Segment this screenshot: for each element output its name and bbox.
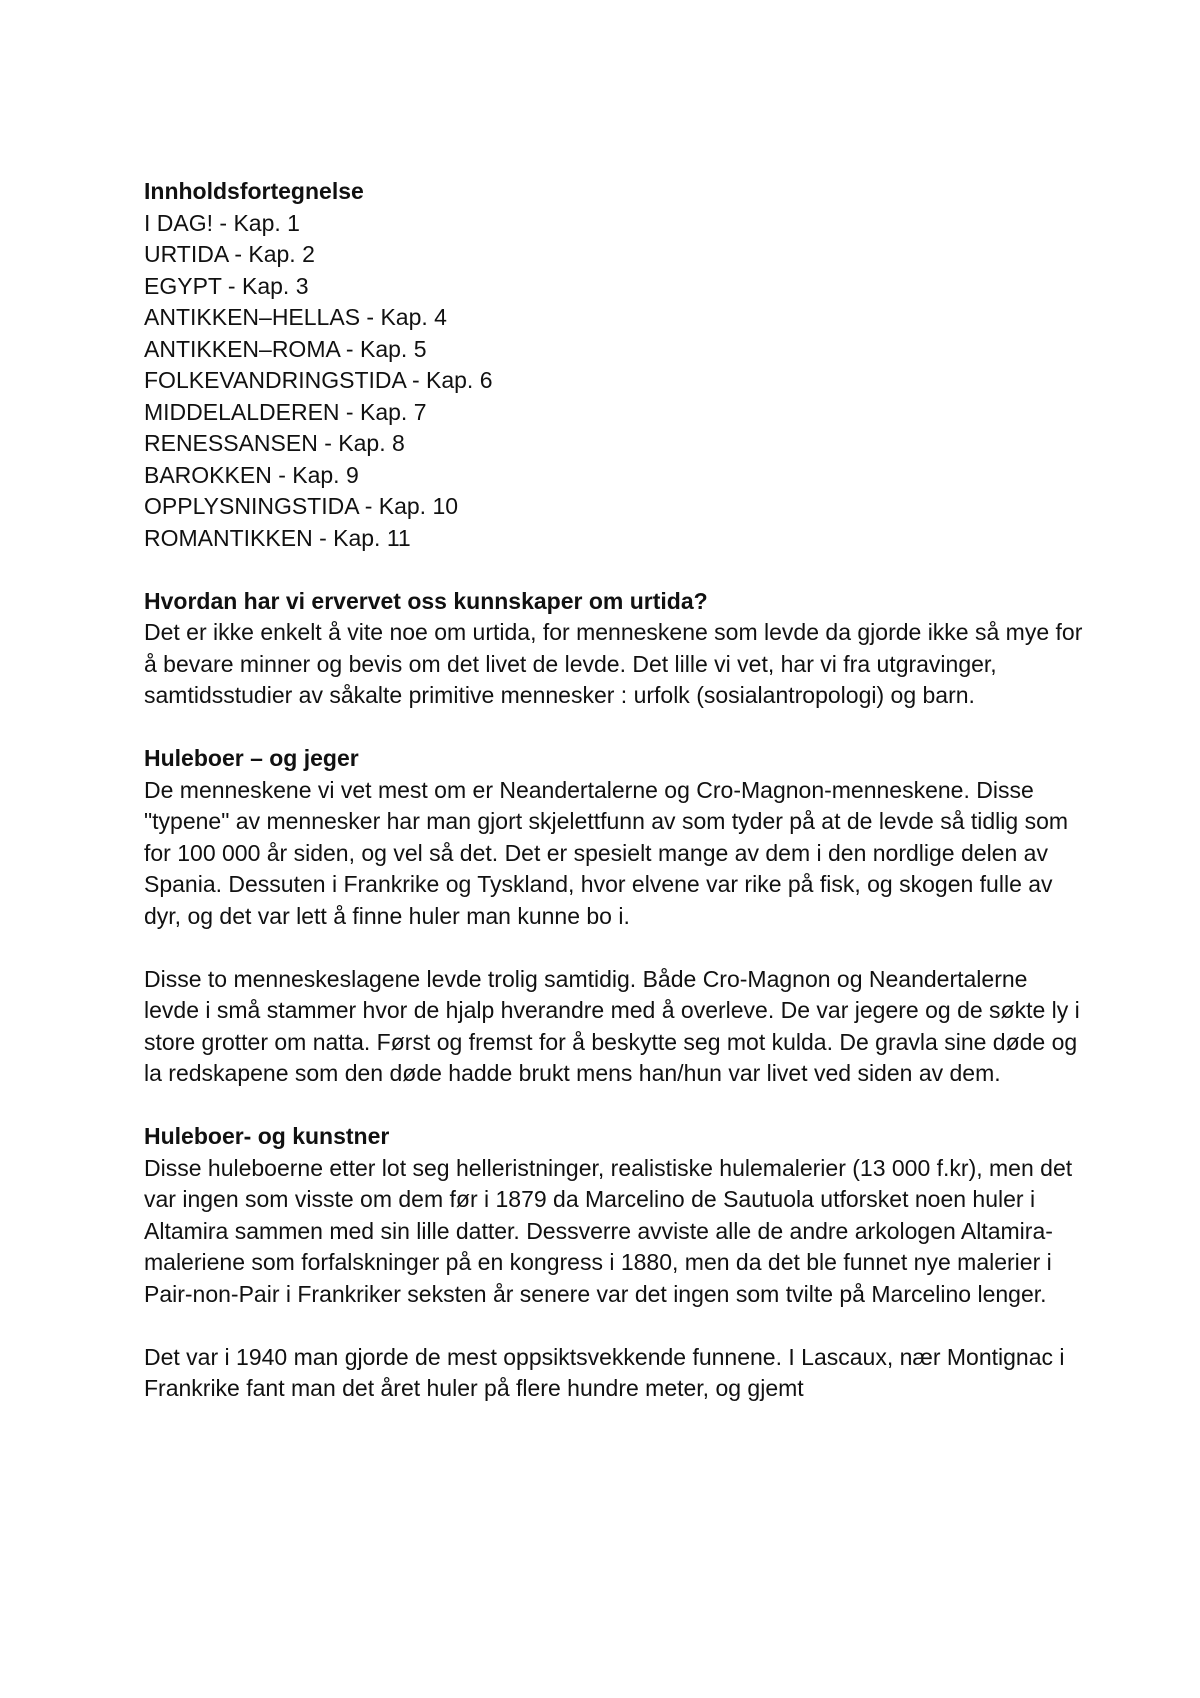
document-page <box>144 176 1084 1405</box>
section-heading: Huleboer – og jeger <box>144 745 359 771</box>
toc-item: MIDDELALDEREN - Kap. 7 <box>144 398 427 425</box>
section-heading: Huleboer- og kunstner <box>144 1123 390 1149</box>
section-heading: Hvordan har vi ervervet oss kunnskaper om urtida? <box>144 587 708 614</box>
spacer <box>144 712 1084 744</box>
section-cave-dweller-artist <box>144 1121 1084 1405</box>
paragraph: Disse huleboerne etter lot seg helleristninger, realistiske hulemalerier (13 000 f.kr), men det var ingen som visste om dem før i 1879 da Marcelino de Sautuola utforsket noen huler i Altamira sammen med sin lille datter. Dessverre avviste alle de andre arkologen Altamira-maleriene som forfalskninger på en kongress i 1880, men da det ble funnet nye malerier i Pair-non-Pair i Frankriker seksten år senere var det ingen som tvilte på Marcelino lenger. <box>144 1154 1073 1307</box>
toc-item: FOLKEVANDRINGSTIDA - Kap. 6 <box>144 367 493 393</box>
paragraph: Disse to menneskeslagene levde trolig samtidig. Både Cro-Magnon og Neandertalerne levde i små stammer hvor de hjalp hverandre med å overleve. De var jegere og de søkte ly i store grotter om natta. Først og fremst for å beskytte seg mot kulda. De gravla sine døde og la redskapene som den døde hadde brukt mens han/hun var livet ved siden av dem. <box>144 965 1080 1086</box>
toc-item: ROMANTIKKEN - Kap. 11 <box>144 524 411 551</box>
toc-item: ANTIKKEN–HELLAS - Kap. 4 <box>144 304 447 330</box>
spacer <box>144 1090 1084 1122</box>
spacer <box>144 554 1084 586</box>
paragraph: Det er ikke enkelt å vite noe om urtida, for menneskene som levde da gjorde ikke så mye for å bevare minner og bevis om det livet de levde. Det lille vi vet, har vi fra utgravinger, samtidsstudier av såkalte primitive mennesker : urfolk (sosialantropologi) og barn. <box>144 619 1083 708</box>
paragraph: De menneskene vi vet mest om er Neandertalerne og Cro-Magnon-menneskene. Disse "typene" av mennesker har man gjort skjelettfunn av som tyder på at de levde så tidlig som for 100 000 år siden, og vel så det. Det er spesielt mange av dem i den nordlige delen av Spania. Dessuten i Frankrike og Tyskland, hvor elvene var rike på fisk, og skogen fulle av dyr, og det var lett å finne huler man kunne bo i. <box>144 776 1069 929</box>
section-knowledge-of-prehistory <box>144 586 1084 712</box>
toc-item: BAROKKEN - Kap. 9 <box>144 461 359 488</box>
toc-title: Innholdsfortegnelse <box>144 178 364 204</box>
toc-item: ANTIKKEN–ROMA - Kap. 5 <box>144 335 427 362</box>
toc-item: OPPLYSNINGSTIDA - Kap. 10 <box>144 493 459 519</box>
spacer <box>144 932 1084 964</box>
section-cave-dweller-hunter <box>144 743 1084 1090</box>
toc-item: URTIDA - Kap. 2 <box>144 241 315 267</box>
toc-item: I DAG! - Kap. 1 <box>144 209 300 236</box>
spacer <box>144 1310 1084 1342</box>
toc-item: EGYPT - Kap. 3 <box>144 272 309 299</box>
table-of-contents <box>144 208 1084 555</box>
paragraph: Det var i 1940 man gjorde de mest oppsiktsvekkende funnene. I Lascaux, nær Montignac i Frankrike fant man det året huler på flere hundre meter, og gjemt <box>144 1343 1065 1401</box>
toc-item: RENESSANSEN - Kap. 8 <box>144 430 405 456</box>
